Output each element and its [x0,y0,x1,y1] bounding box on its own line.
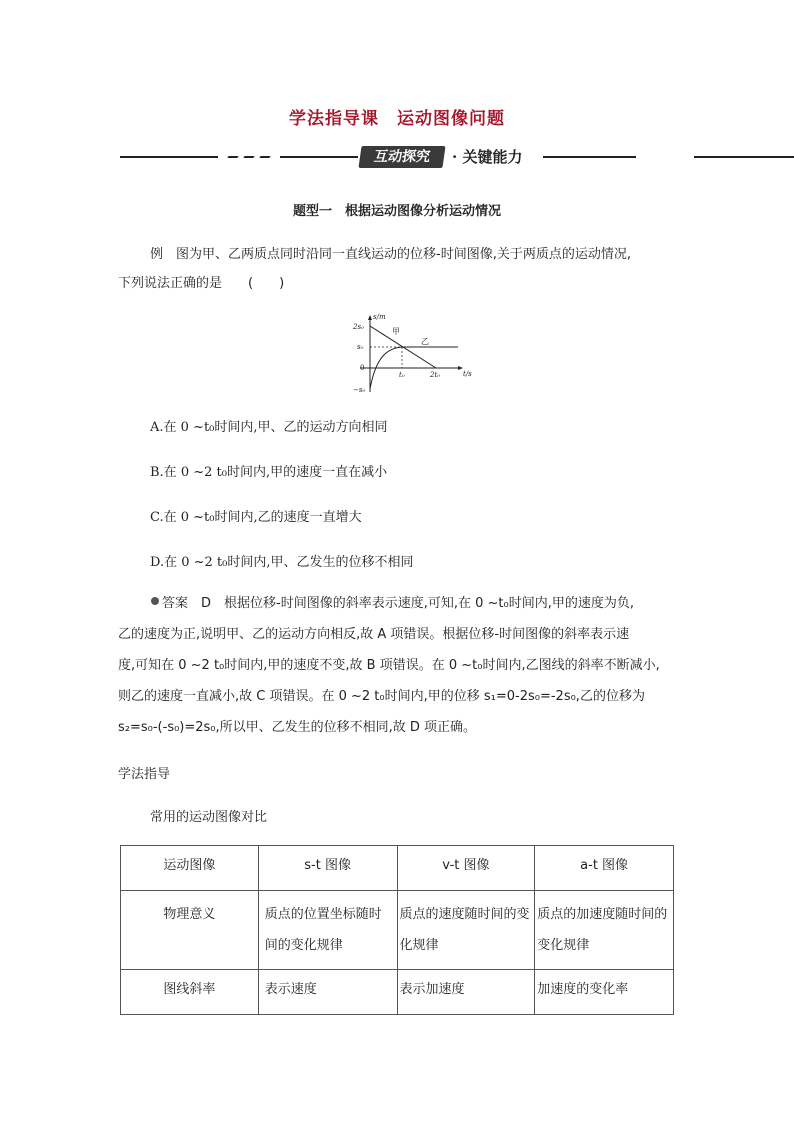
st-graph-figure [340,310,480,395]
table-header-cell: a-t 图像 [535,846,674,891]
table-cell: 图线斜率 [121,970,259,1015]
y-tick-s0: s₀ [357,343,364,351]
table-header-cell: s-t 图像 [258,846,397,891]
table-header-row [121,846,674,891]
y-tick-0: 0 [360,364,365,372]
y-axis-label: s/m [373,313,386,321]
banner-dash [227,156,238,158]
option-c: C.在 0 ~t₀时间内,乙的速度一直增大 [150,510,362,525]
x-tick-t0: t₀ [399,371,405,379]
label-yi: 乙 [421,337,429,346]
table-cell: 质点的加速度随时间的变化规律 [535,891,674,970]
x-tick-2t0: 2t₀ [430,371,441,379]
table-caption: 常用的运动图像对比 [150,810,268,825]
question-line-1: 例 图为甲、乙两质点同时沿同一直线运动的位移-时间图像,关于两质点的运动情况, [150,247,631,262]
option-b: B.在 0 ~2 t₀时间内,甲的速度一直在减小 [150,465,388,480]
table-row [121,891,674,970]
answer-line-3: 度,可知在 0 ~2 t₀时间内,甲的速度不变,故 B 项错误。在 0 ~t₀时间内,乙图线的斜率不断减小, [118,658,660,673]
table-cell: 表示速度 [258,970,397,1015]
answer-line-2: 乙的速度为正,说明甲、乙的运动方向相反,故 A 项错误。根据位移-时间图像的斜率表示速 [118,627,630,642]
table-row [121,970,674,1015]
banner-box: 互动探究 [358,146,445,168]
banner-dash [259,156,270,158]
answer-line-4: 则乙的速度一直减小,故 C 项错误。在 0 ~2 t₀时间内,甲的位移 s₁=0-2s₀=-2s₀,乙的位移为 [118,689,645,704]
table-cell: 加速度的变化率 [535,970,674,1015]
table-cell: 物理意义 [121,891,259,970]
table-header-cell: 运动图像 [121,846,259,891]
answer-bullet-icon [151,597,159,605]
option-d: D.在 0 ~2 t₀时间内,甲、乙发生的位移不相同 [150,555,414,570]
answer-line-1: 答案 D 根据位移-时间图像的斜率表示速度,可知,在 0 ~t₀时间内,甲的速度为负, [162,596,634,611]
label-jia: 甲 [392,327,400,336]
question-line-2: 下列说法正确的是 ( ) [118,276,285,291]
banner-rule-mid [280,156,358,158]
section-heading: 题型一 根据运动图像分析运动情况 [292,204,501,219]
banner-dash [243,156,254,158]
banner-text: · 关键能力 [452,148,523,166]
table-cell: 质点的速度随时间的变化规律 [397,891,535,970]
comparison-table [120,845,674,1015]
option-a: A.在 0 ~t₀时间内,甲、乙的运动方向相同 [150,420,388,435]
page-title: 学法指导课 运动图像问题 [289,109,505,129]
x-axis-label: t/s [463,370,472,378]
y-tick-neg-s0: −s₀ [353,386,366,394]
banner-rule-far-right [694,156,794,158]
banner-rule-left [120,156,218,158]
y-tick-2s0: 2s₀ [353,323,364,331]
table-cell: 表示加速度 [397,970,535,1015]
banner-rule-right [543,156,636,158]
table-header-cell: v-t 图像 [397,846,535,891]
y-axis-arrow [368,315,372,320]
table-cell: 质点的位置坐标随时间的变化规律 [258,891,397,970]
guide-heading: 学法指导 [118,767,171,782]
answer-line-5: s₂=s₀-(-s₀)=2s₀,所以甲、乙发生的位移不相同,故 D 项正确。 [118,720,477,735]
